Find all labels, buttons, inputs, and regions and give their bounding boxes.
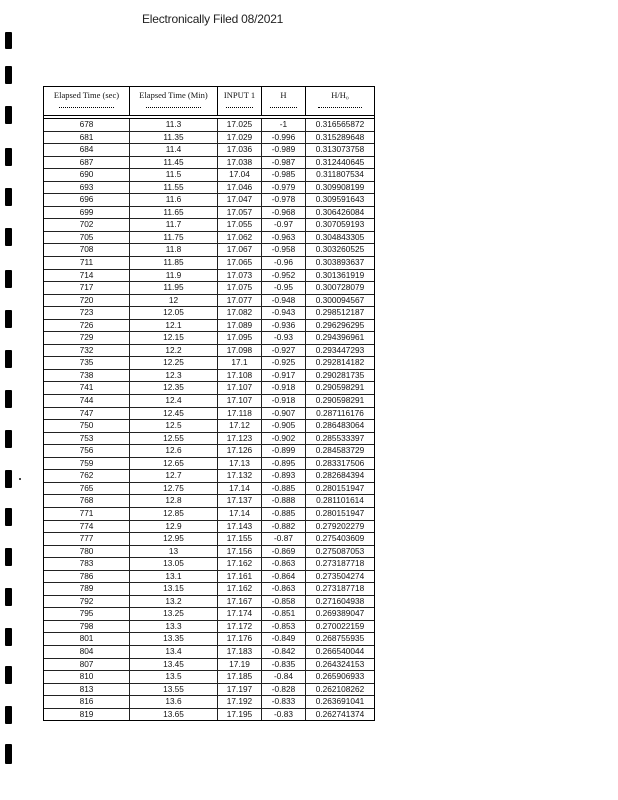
table-cell: 12.35 xyxy=(130,382,218,394)
table-row xyxy=(44,546,374,559)
table-row xyxy=(44,382,374,395)
table-cell: 17.065 xyxy=(218,257,262,269)
table-cell: 11.95 xyxy=(130,282,218,294)
table-row xyxy=(44,558,374,571)
table-cell: 771 xyxy=(44,508,130,520)
table-cell: 13.05 xyxy=(130,558,218,570)
table-cell: 11.8 xyxy=(130,244,218,256)
table-cell: 11.3 xyxy=(130,119,218,131)
table-row xyxy=(44,182,374,195)
table-cell: 13.35 xyxy=(130,633,218,645)
table-cell: -0.963 xyxy=(262,232,306,244)
table-cell: 12.3 xyxy=(130,370,218,382)
table-cell: 17.1 xyxy=(218,357,262,369)
table-cell: 0.316565872 xyxy=(315,119,365,129)
table-cell: 0.283317506 xyxy=(315,457,365,468)
table-row xyxy=(44,646,374,659)
table-cell: 0.294396961 xyxy=(315,332,365,343)
table-cell: 12.9 xyxy=(130,521,218,533)
table-cell: 12 xyxy=(130,295,218,307)
table-cell: 11.45 xyxy=(130,157,218,169)
table-cell: 792 xyxy=(44,596,130,608)
table-cell: 819 xyxy=(44,709,130,721)
table-cell: 17.107 xyxy=(218,382,262,394)
table-cell: 13.5 xyxy=(130,671,218,683)
table-cell: 11.75 xyxy=(130,232,218,244)
table-cell: 777 xyxy=(44,533,130,545)
table-cell: 13.25 xyxy=(130,608,218,620)
table-cell: 699 xyxy=(44,207,130,219)
table-cell: 0.279202279 xyxy=(315,520,365,531)
table-body xyxy=(44,119,374,720)
table-cell: 0.304843305 xyxy=(315,231,365,242)
table-cell: 693 xyxy=(44,182,130,194)
table-row xyxy=(44,533,374,546)
table-cell: 13.4 xyxy=(130,646,218,658)
table-cell: 780 xyxy=(44,546,130,558)
table-row xyxy=(44,621,374,634)
table-cell: 12.25 xyxy=(130,357,218,369)
table-cell: 13 xyxy=(130,546,218,558)
table-cell: 714 xyxy=(44,270,130,282)
table-cell: -0.968 xyxy=(262,207,306,219)
table-cell: 0.303260525 xyxy=(315,244,365,255)
table-cell: -0.869 xyxy=(262,546,306,558)
table-cell: 12.75 xyxy=(130,483,218,495)
table-cell: -0.851 xyxy=(262,608,306,620)
table-cell: 705 xyxy=(44,232,130,244)
table-row xyxy=(44,282,374,295)
table-cell: 0.293447293 xyxy=(315,344,365,355)
table-cell: 11.65 xyxy=(130,207,218,219)
table-cell: 813 xyxy=(44,684,130,696)
table-cell: 17.132 xyxy=(218,470,262,482)
table-cell: 750 xyxy=(44,420,130,432)
table-cell: 12.2 xyxy=(130,345,218,357)
table-cell: 0.298512187 xyxy=(315,307,365,318)
table-row xyxy=(44,332,374,345)
table-row xyxy=(44,508,374,521)
table-cell: 17.098 xyxy=(218,345,262,357)
table-row xyxy=(44,219,374,232)
table-cell: 0.275087053 xyxy=(315,545,365,556)
table-cell: 735 xyxy=(44,357,130,369)
table-cell: 12.1 xyxy=(130,320,218,332)
table-cell: 17.192 xyxy=(218,696,262,708)
table-row xyxy=(44,357,374,370)
table-cell: -1 xyxy=(262,119,306,131)
table-row xyxy=(44,709,374,721)
table-cell: 708 xyxy=(44,244,130,256)
table-cell: 717 xyxy=(44,282,130,294)
table-cell: 17.161 xyxy=(218,571,262,583)
table-cell: 681 xyxy=(44,132,130,144)
table-cell: 17.077 xyxy=(218,295,262,307)
table-cell: 0.273187718 xyxy=(315,583,365,594)
table-cell: 17.047 xyxy=(218,194,262,206)
table-cell: 702 xyxy=(44,219,130,231)
table-cell: 17.095 xyxy=(218,332,262,344)
table-cell: 783 xyxy=(44,558,130,570)
table-cell: -0.83 xyxy=(262,709,306,721)
table-cell: -0.899 xyxy=(262,445,306,457)
table-cell: -0.96 xyxy=(262,257,306,269)
table-cell: -0.917 xyxy=(262,370,306,382)
table-cell: -0.958 xyxy=(262,244,306,256)
table-cell: -0.97 xyxy=(262,219,306,231)
table-row xyxy=(44,132,374,145)
table-row xyxy=(44,244,374,257)
table-cell: -0.842 xyxy=(262,646,306,658)
table-cell: 0.269389047 xyxy=(315,608,365,619)
table-cell: 0.266540044 xyxy=(315,645,365,656)
table-cell: 0.263691041 xyxy=(315,696,365,707)
table-cell: -0.833 xyxy=(262,696,306,708)
table-row xyxy=(44,458,374,471)
table-cell: 804 xyxy=(44,646,130,658)
table-cell: 17.055 xyxy=(218,219,262,231)
table-cell: 789 xyxy=(44,583,130,595)
column-header-elapsed-min: Elapsed Time (Min) xyxy=(130,87,218,115)
table-cell: 17.089 xyxy=(218,320,262,332)
table-cell: 732 xyxy=(44,345,130,357)
table-cell: 12.5 xyxy=(130,420,218,432)
table-cell: 13.3 xyxy=(130,621,218,633)
table-cell: 0.262108262 xyxy=(315,683,365,694)
table-row xyxy=(44,633,374,646)
table-cell: 744 xyxy=(44,395,130,407)
table-cell: 729 xyxy=(44,332,130,344)
table-cell: 0.268755935 xyxy=(315,633,365,644)
table-cell: -0.979 xyxy=(262,182,306,194)
table-cell: 11.6 xyxy=(130,194,218,206)
table-cell: -0.985 xyxy=(262,169,306,181)
table-cell: 759 xyxy=(44,458,130,470)
table-cell: 0.280151947 xyxy=(315,482,365,493)
table-cell: 13.55 xyxy=(130,684,218,696)
table-cell: 17.108 xyxy=(218,370,262,382)
table-row xyxy=(44,307,374,320)
table-row xyxy=(44,571,374,584)
table-row xyxy=(44,420,374,433)
table-cell: 11.4 xyxy=(130,144,218,156)
table-cell: -0.863 xyxy=(262,558,306,570)
table-cell: 17.062 xyxy=(218,232,262,244)
table-cell: 17.057 xyxy=(218,207,262,219)
table-cell: 0.309908199 xyxy=(315,181,365,192)
table-row xyxy=(44,232,374,245)
table-cell: 678 xyxy=(44,119,130,131)
table-cell: -0.858 xyxy=(262,596,306,608)
table-cell: 0.281101614 xyxy=(316,495,364,506)
table-cell: 756 xyxy=(44,445,130,457)
scan-speck xyxy=(19,478,21,480)
table-cell: 0.280151947 xyxy=(315,507,365,518)
table-cell: 17.172 xyxy=(218,621,262,633)
table-row xyxy=(44,433,374,446)
table-cell: 11.7 xyxy=(130,219,218,231)
table-row xyxy=(44,119,374,132)
table-cell: 17.155 xyxy=(218,533,262,545)
table-cell: 12.85 xyxy=(130,508,218,520)
table-cell: -0.907 xyxy=(262,408,306,420)
table-cell: 17.137 xyxy=(218,495,262,507)
table-cell: 11.55 xyxy=(130,182,218,194)
table-cell: 0.287116176 xyxy=(316,407,364,418)
table-cell: -0.902 xyxy=(262,433,306,445)
table-row xyxy=(44,483,374,496)
table-cell: 0.273187718 xyxy=(315,558,365,569)
table-cell: -0.918 xyxy=(262,382,306,394)
table-cell: 0.296296295 xyxy=(315,319,365,330)
table-cell: 12.6 xyxy=(130,445,218,457)
table-header xyxy=(44,87,374,116)
table-cell: 738 xyxy=(44,370,130,382)
table-cell: 0.273504274 xyxy=(315,570,365,581)
table-cell: 13.15 xyxy=(130,583,218,595)
table-cell: 762 xyxy=(44,470,130,482)
table-cell: 11.9 xyxy=(130,270,218,282)
table-cell: 17.126 xyxy=(218,445,262,457)
table-row xyxy=(44,659,374,672)
table-cell: -0.835 xyxy=(262,659,306,671)
table-cell: -0.895 xyxy=(262,458,306,470)
table-row xyxy=(44,684,374,697)
table-cell: 687 xyxy=(44,157,130,169)
table-cell: -0.885 xyxy=(262,508,306,520)
table-row xyxy=(44,470,374,483)
table-cell: 816 xyxy=(44,696,130,708)
table-cell: 17.143 xyxy=(218,521,262,533)
table-cell: -0.863 xyxy=(262,583,306,595)
table-row xyxy=(44,169,374,182)
table-cell: 0.311807534 xyxy=(316,169,364,180)
table-cell: 12.65 xyxy=(130,458,218,470)
table-row xyxy=(44,583,374,596)
table-cell: -0.996 xyxy=(262,132,306,144)
table-cell: -0.849 xyxy=(262,633,306,645)
table-cell: 13.1 xyxy=(130,571,218,583)
table-cell: 753 xyxy=(44,433,130,445)
table-cell: 17.183 xyxy=(218,646,262,658)
table-cell: -0.893 xyxy=(262,470,306,482)
table-row xyxy=(44,671,374,684)
table-cell: -0.888 xyxy=(262,495,306,507)
table-cell: 17.185 xyxy=(218,671,262,683)
table-cell: 17.073 xyxy=(218,270,262,282)
table-cell: 0.313073758 xyxy=(315,144,365,155)
table-row xyxy=(44,608,374,621)
table-row xyxy=(44,320,374,333)
table-row xyxy=(44,144,374,157)
table-row xyxy=(44,345,374,358)
table-cell: 0.312440645 xyxy=(315,156,365,167)
table-cell: 720 xyxy=(44,295,130,307)
table-cell: -0.864 xyxy=(262,571,306,583)
table-cell: 0.301361919 xyxy=(315,269,365,280)
table-cell: 17.14 xyxy=(218,508,262,520)
table-cell: 17.107 xyxy=(218,395,262,407)
table-cell: -0.93 xyxy=(262,332,306,344)
table-cell: 0.309591643 xyxy=(315,194,365,205)
table-cell: 17.118 xyxy=(218,408,262,420)
table-cell: 0.290598291 xyxy=(315,382,365,393)
table-cell: -0.95 xyxy=(262,282,306,294)
table-cell: 747 xyxy=(44,408,130,420)
table-cell: -0.87 xyxy=(262,533,306,545)
table-cell: 12.95 xyxy=(130,533,218,545)
column-header-elapsed-sec: Elapsed Time (sec) xyxy=(44,87,130,115)
table-cell: 17.162 xyxy=(218,558,262,570)
table-cell: 12.4 xyxy=(130,395,218,407)
column-header-h: H xyxy=(262,87,306,115)
table-row xyxy=(44,257,374,270)
table-cell: 17.12 xyxy=(218,420,262,432)
table-cell: 12.55 xyxy=(130,433,218,445)
table-cell: 17.176 xyxy=(218,633,262,645)
table-cell: 0.300728079 xyxy=(315,282,365,293)
table-cell: -0.989 xyxy=(262,144,306,156)
table-cell: 690 xyxy=(44,169,130,181)
table-row xyxy=(44,521,374,534)
table-cell: 0.300094567 xyxy=(315,294,365,305)
table-cell: 17.13 xyxy=(218,458,262,470)
table-cell: -0.918 xyxy=(262,395,306,407)
table-cell: 11.5 xyxy=(130,169,218,181)
table-cell: 17.156 xyxy=(218,546,262,558)
table-cell: 0.264324153 xyxy=(315,658,365,669)
table-cell: 807 xyxy=(44,659,130,671)
table-cell: 12.05 xyxy=(130,307,218,319)
table-cell: 801 xyxy=(44,633,130,645)
table-cell: 17.167 xyxy=(218,596,262,608)
table-cell: 17.14 xyxy=(218,483,262,495)
table-cell: 17.046 xyxy=(218,182,262,194)
table-cell: 0.307059193 xyxy=(315,219,365,230)
table-row xyxy=(44,270,374,283)
table-cell: 684 xyxy=(44,144,130,156)
table-cell: -0.885 xyxy=(262,483,306,495)
table-cell: 0.270022159 xyxy=(315,620,365,631)
table-cell: 786 xyxy=(44,571,130,583)
table-cell: -0.952 xyxy=(262,270,306,282)
table-cell: 0.286483064 xyxy=(315,420,365,431)
table-cell: 11.35 xyxy=(130,132,218,144)
table-cell: 12.7 xyxy=(130,470,218,482)
data-table xyxy=(43,86,375,721)
table-cell: 0.275403609 xyxy=(315,533,365,544)
table-cell: 12.15 xyxy=(130,332,218,344)
table-cell: 0.271604938 xyxy=(315,595,365,606)
table-cell: -0.828 xyxy=(262,684,306,696)
table-row xyxy=(44,295,374,308)
table-cell: 17.123 xyxy=(218,433,262,445)
table-cell: 741 xyxy=(44,382,130,394)
table-cell: 17.19 xyxy=(218,659,262,671)
table-cell: 17.036 xyxy=(218,144,262,156)
table-cell: 810 xyxy=(44,671,130,683)
table-cell: 17.038 xyxy=(218,157,262,169)
table-cell: 13.45 xyxy=(130,659,218,671)
table-cell: 17.174 xyxy=(218,608,262,620)
table-cell: 13.65 xyxy=(130,709,218,721)
table-cell: 17.082 xyxy=(218,307,262,319)
table-cell: 696 xyxy=(44,194,130,206)
table-row xyxy=(44,207,374,220)
table-cell: 0.292814182 xyxy=(315,357,365,368)
table-cell: 0.315289648 xyxy=(315,131,365,142)
table-cell: 13.2 xyxy=(130,596,218,608)
table-cell: 11.85 xyxy=(130,257,218,269)
table-cell: -0.882 xyxy=(262,521,306,533)
table-cell: 17.067 xyxy=(218,244,262,256)
table-row xyxy=(44,370,374,383)
electronically-filed-stamp: Electronically Filed 08/2021 xyxy=(142,12,284,26)
table-cell: 17.197 xyxy=(218,684,262,696)
table-cell: 0.306426084 xyxy=(315,206,365,217)
table-cell: 12.45 xyxy=(130,408,218,420)
table-cell: -0.853 xyxy=(262,621,306,633)
table-cell: -0.936 xyxy=(262,320,306,332)
table-row xyxy=(44,696,374,709)
table-cell: 726 xyxy=(44,320,130,332)
table-cell: 17.075 xyxy=(218,282,262,294)
table-row xyxy=(44,157,374,170)
table-cell: 774 xyxy=(44,521,130,533)
table-cell: 0.290281735 xyxy=(315,369,365,380)
table-row xyxy=(44,194,374,207)
table-cell: -0.905 xyxy=(262,420,306,432)
table-cell: 0.262741374 xyxy=(315,708,365,719)
table-cell: -0.927 xyxy=(262,345,306,357)
table-cell: -0.948 xyxy=(262,295,306,307)
table-cell: -0.943 xyxy=(262,307,306,319)
table-cell: 768 xyxy=(44,495,130,507)
table-cell: 0.265906933 xyxy=(315,671,365,682)
table-row xyxy=(44,445,374,458)
table-cell: 0.290598291 xyxy=(315,395,365,406)
table-cell: -0.978 xyxy=(262,194,306,206)
table-row xyxy=(44,495,374,508)
table-cell: 13.6 xyxy=(130,696,218,708)
table-cell: -0.987 xyxy=(262,157,306,169)
column-header-h-ratio: H/H₀ xyxy=(306,87,374,115)
table-row xyxy=(44,408,374,421)
table-row xyxy=(44,395,374,408)
table-cell: 795 xyxy=(44,608,130,620)
table-cell: 12.8 xyxy=(130,495,218,507)
table-cell: 0.303893637 xyxy=(315,257,365,268)
table-cell: -0.84 xyxy=(262,671,306,683)
table-cell: 798 xyxy=(44,621,130,633)
table-cell: 0.284583729 xyxy=(315,445,365,456)
table-cell: 711 xyxy=(44,257,130,269)
table-cell: 0.285533397 xyxy=(315,432,365,443)
table-cell: 765 xyxy=(44,483,130,495)
table-cell: 17.029 xyxy=(218,132,262,144)
table-cell: -0.925 xyxy=(262,357,306,369)
table-cell: 17.162 xyxy=(218,583,262,595)
table-row xyxy=(44,596,374,609)
table-cell: 0.282684394 xyxy=(315,470,365,481)
table-cell: 17.195 xyxy=(218,709,262,721)
column-header-input: INPUT 1 xyxy=(218,87,262,115)
table-cell: 723 xyxy=(44,307,130,319)
table-cell: 17.04 xyxy=(218,169,262,181)
table-cell: 17.025 xyxy=(218,119,262,131)
